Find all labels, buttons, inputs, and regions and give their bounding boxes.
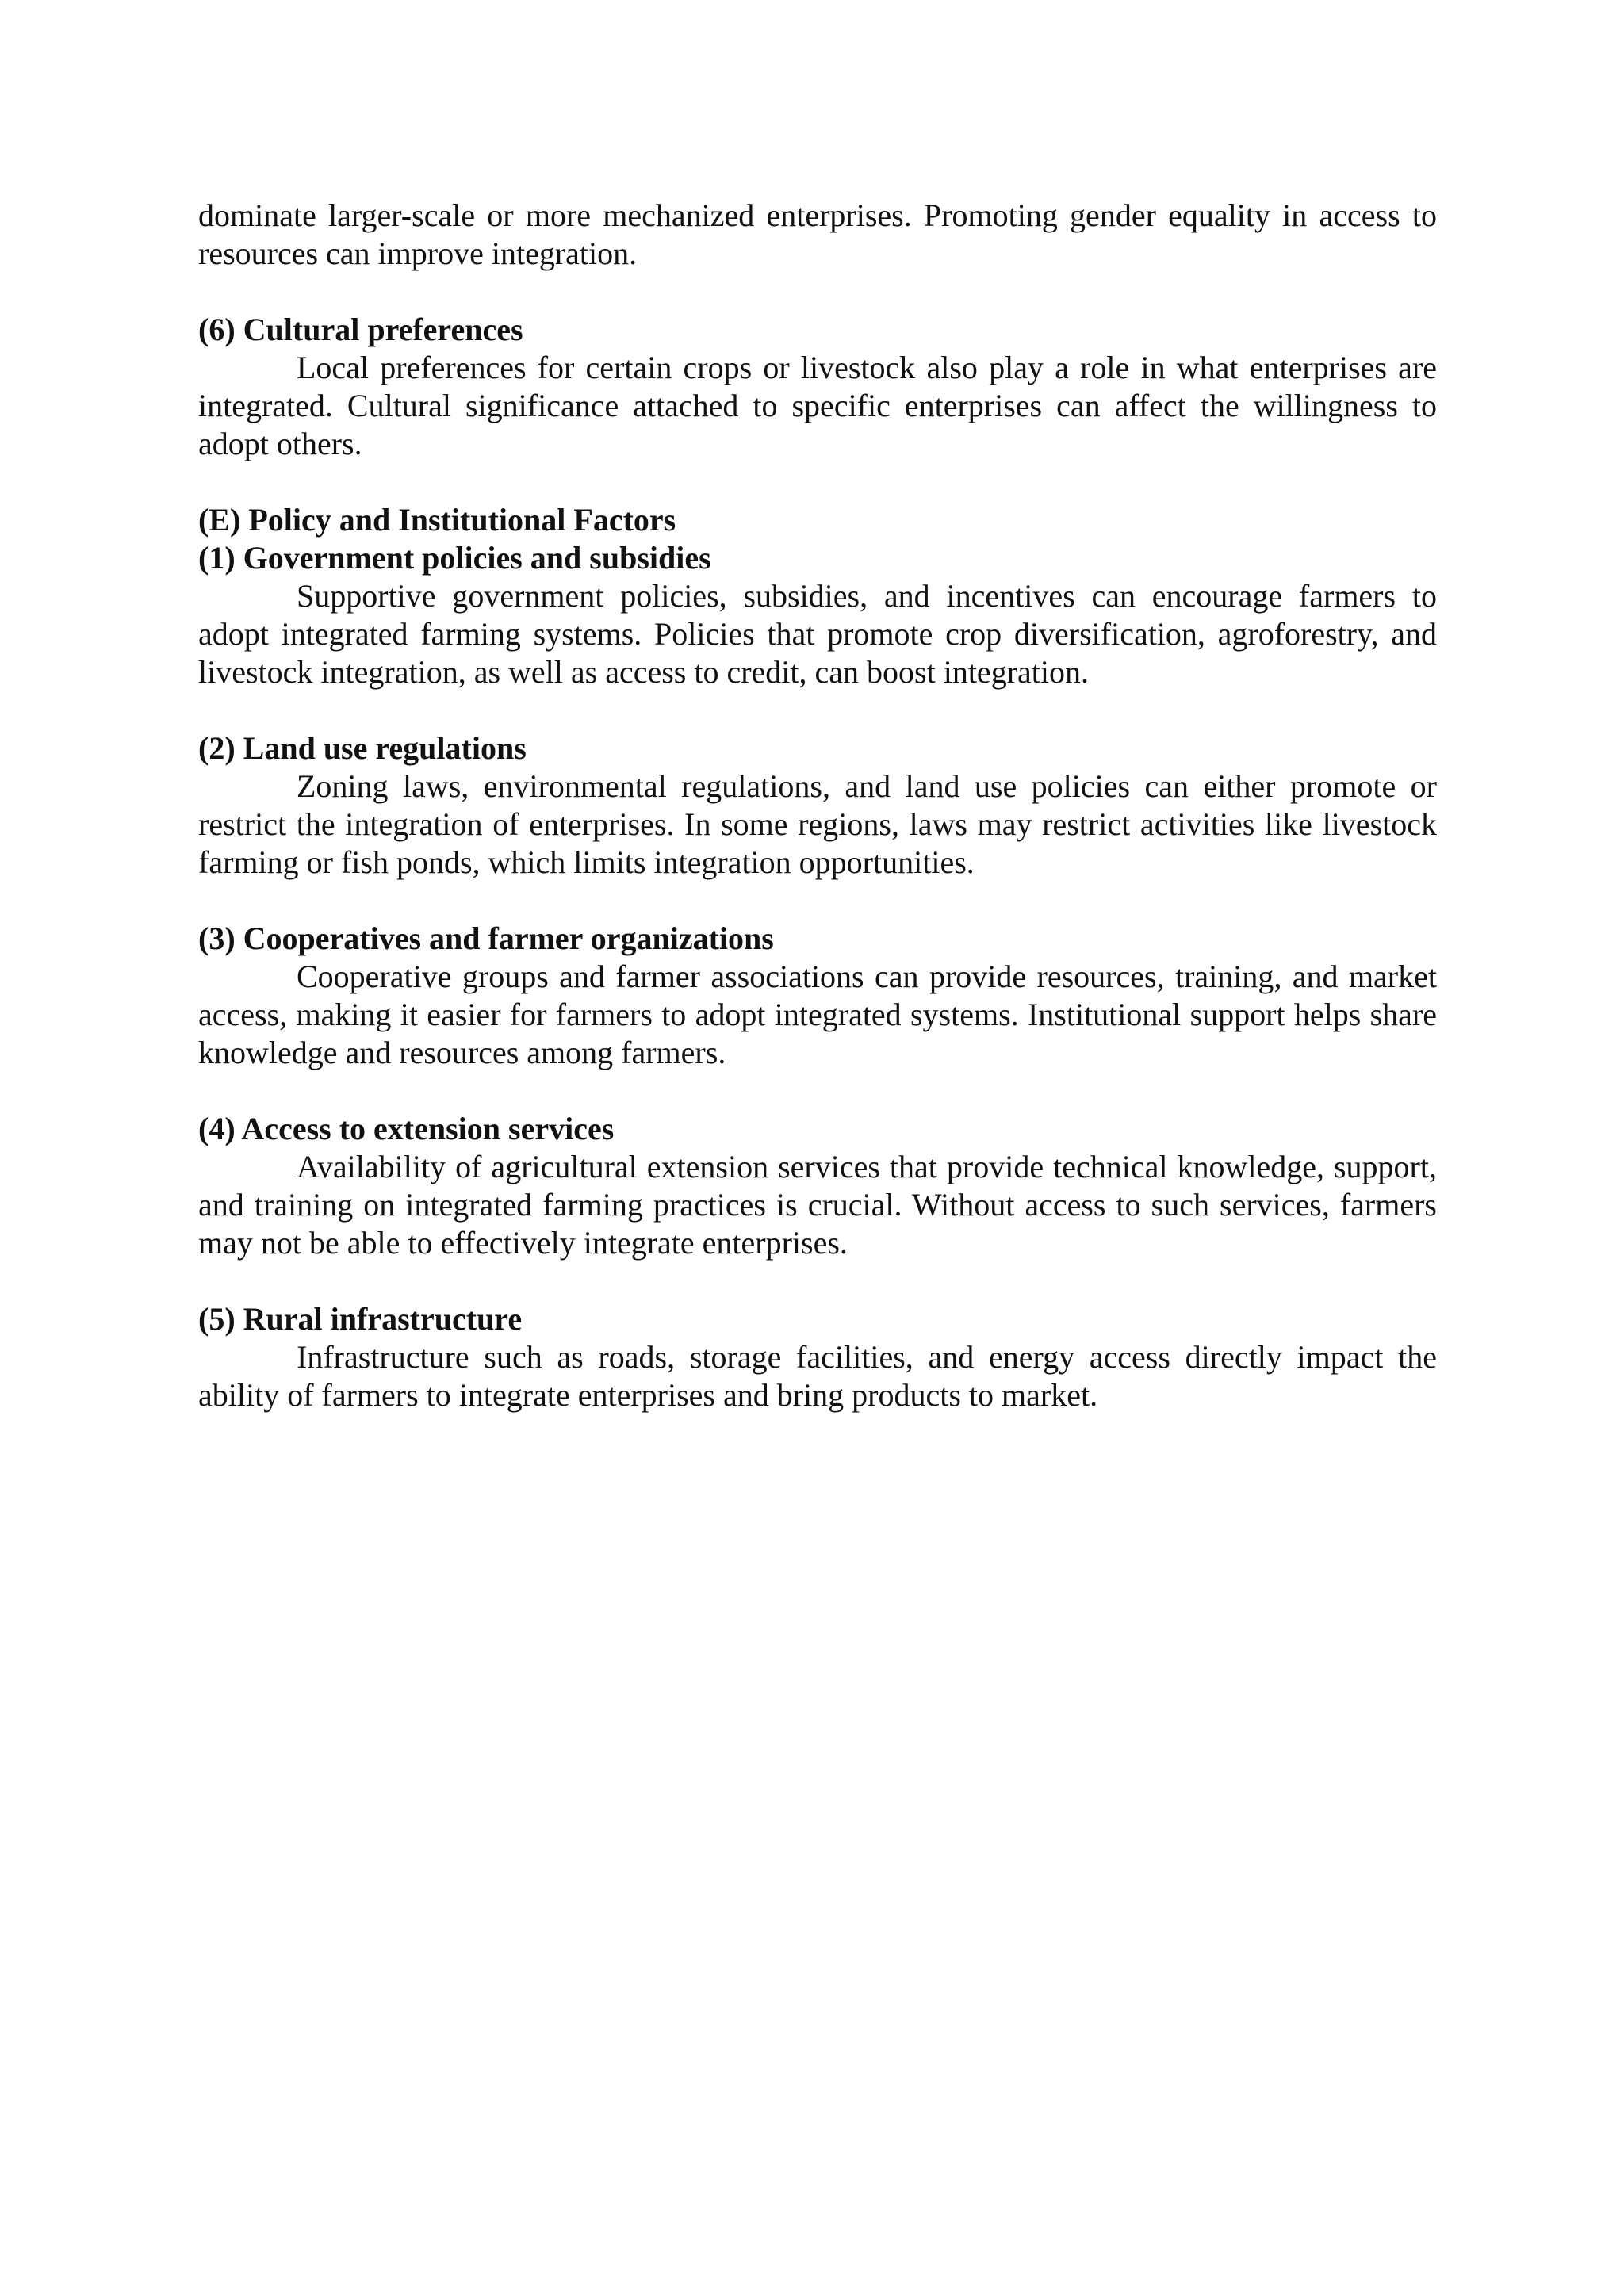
spacer [198,1262,1437,1300]
spacer [198,691,1437,729]
intro-paragraph: dominate larger-scale or more mechanized enterprises. Promoting gender equality in access to resources can improve integration. [198,197,1437,271]
paragraph-extension-services: Availability of agricultural extension services that provide technical knowledge, support, and training on integrated farming practices is crucial. Without access to such services, farmers may not be able to effectively integrate enterprises. [198,1149,1437,1261]
section-land-use-regulations [198,729,1437,882]
section-cooperatives [198,920,1437,1072]
heading-cooperatives: (3) Cooperatives and farmer organizations [198,920,774,956]
spacer [198,1072,1437,1110]
paragraph-cooperatives: Cooperative groups and farmer associations can provide resources, training, and market access, making it easier for farmers to adopt integrated systems. Institutional support helps share knowledge and resources among farmers. [198,959,1437,1070]
heading-extension-services: (4) Access to extension services [198,1111,615,1146]
spacer [198,882,1437,920]
section-extension-services [198,1110,1437,1262]
spacer [198,463,1437,501]
heading-land-use-regulations: (2) Land use regulations [198,730,527,766]
heading-government-policies: (1) Government policies and subsidies [198,540,711,576]
paragraph-land-use-regulations: Zoning laws, environmental regulations, and land use policies can either promote or restrict the integration of enterprises. In some regions, laws may restrict activities like livestock farming or fish ponds, which limits integration opportunities. [198,768,1437,880]
section-cultural-preferences [198,311,1437,463]
spacer [198,273,1437,311]
heading-cultural-preferences: (6) Cultural preferences [198,312,523,347]
section-rural-infrastructure [198,1300,1437,1414]
page-content [198,197,1437,1414]
section-government-policies [198,539,1437,691]
paragraph-rural-infrastructure: Infrastructure such as roads, storage facilities, and energy access directly impact the ability of farmers to integrate enterprises and bring products to market. [198,1339,1437,1413]
heading-rural-infrastructure: (5) Rural infrastructure [198,1301,523,1337]
paragraph-government-policies: Supportive government policies, subsidies, and incentives can encourage farmers to adopt integrated farming systems. Policies that promote crop diversification, agroforestry, and livestock integration, as well as access to credit, can boost integration. [198,578,1437,690]
paragraph-cultural-preferences: Local preferences for certain crops or livestock also play a role in what enterprises are integrated. Cultural significance attached to specific enterprises can affect the willingness to adopt others. [198,350,1437,461]
section-title-policy-institutional: (E) Policy and Institutional Factors [198,502,676,538]
